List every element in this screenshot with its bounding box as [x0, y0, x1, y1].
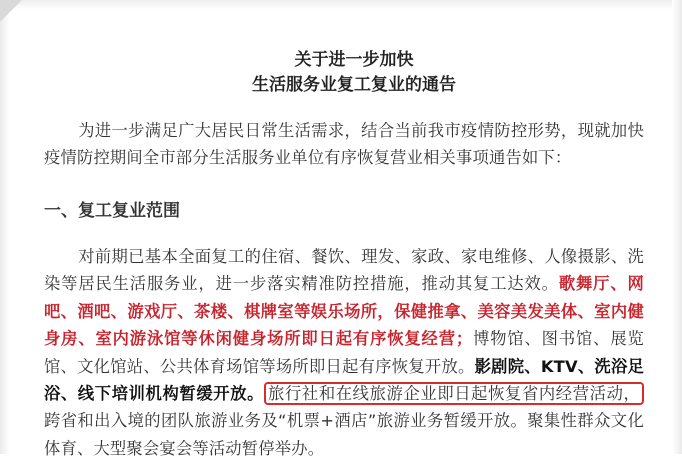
- travel-agency-highlight: 旅行社和在线旅游企业即日起恢复省内经营活动，: [264, 382, 644, 405]
- section1-heading: 一、复工复业范围: [44, 201, 180, 221]
- page-frame-right: [672, 0, 682, 454]
- general-services-text: 对前期已基本全面复工的住宿、餐饮、理发、家政、家电维修、人像摄影、洗染等居民生活服务业，进一步落实精准防控措施，推动其复工达效。: [44, 247, 644, 294]
- section1-paragraph: [44, 243, 644, 462]
- group-travel-text: 跨省和出入境的团队旅游业务及“机票+酒店”旅游业务暂缓开放。聚集性群众文化体育、大型聚会宴会等活动暂停举办。: [44, 411, 644, 458]
- notice-title-line1: 关于进一步加快: [294, 50, 414, 70]
- intro-paragraph: 为进一步满足广大居民日常生活需求，结合当前我市疫情防控形势，现就加快疫情防控期间全市部分生活服务业单位有序恢复营业相关事项通告如下：: [44, 121, 644, 168]
- postponed-venues-text: 影剧院、KTV、洗浴足浴、线下培训机构暂缓开放。: [44, 356, 645, 404]
- notice-title-line2: 生活服务业复工复业的通告: [252, 75, 456, 95]
- page-frame-left: [0, 0, 10, 454]
- museums-reopen-text: 博物馆、图书馆、展览馆、文化馆站、公共体育场馆等场所即日起有序恢复开放。: [44, 329, 644, 376]
- page-frame-top: [0, 0, 682, 10]
- entertainment-reopen-text: 歌舞厅、网吧、酒吧、游戏厅、茶楼、棋牌室等娱乐场所，保健推拿、美容美发美体、室内健身房、室内游泳馆等休闲健身场所即日起有序恢复经营；: [44, 274, 644, 349]
- page-corner-fold: [0, 0, 22, 22]
